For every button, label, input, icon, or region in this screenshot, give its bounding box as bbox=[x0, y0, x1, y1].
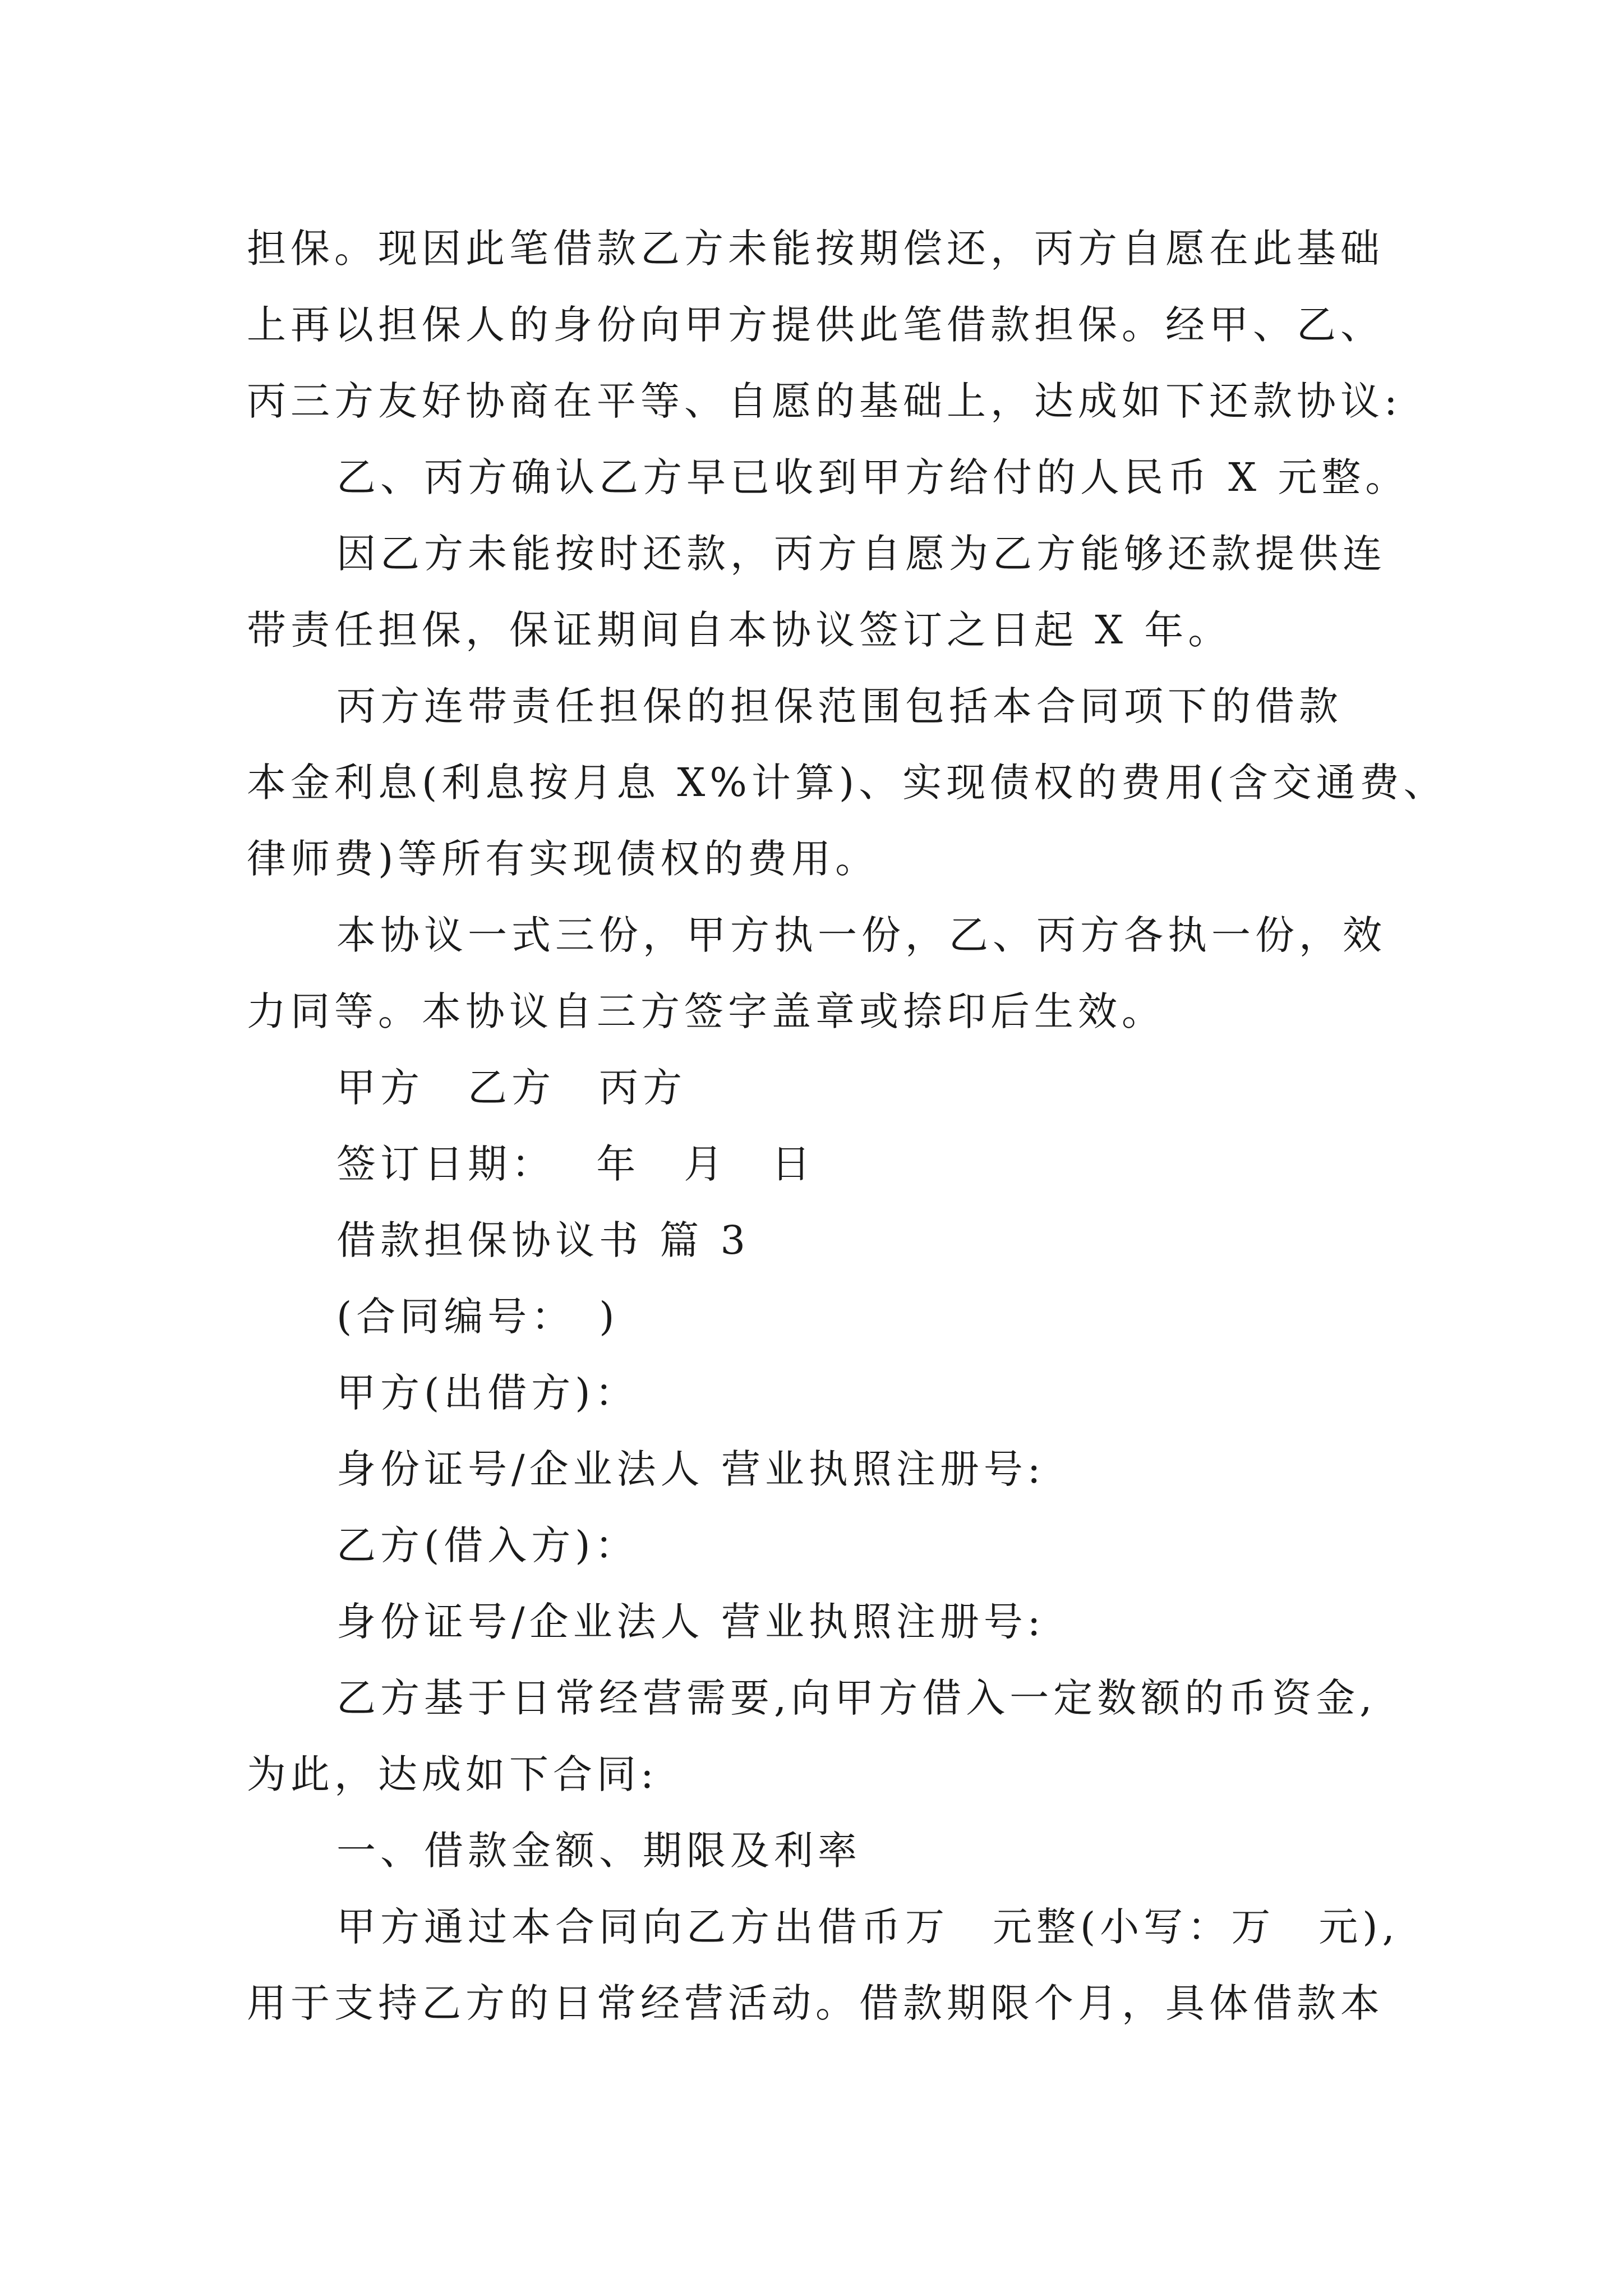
text-line: 上再以担保人的身份向甲方提供此笔借款担保。经甲、乙、 bbox=[247, 302, 1384, 348]
text-line: 借款担保协议书 篇 3 bbox=[336, 1217, 750, 1263]
text-line: 乙方基于日常经营需要,向甲方借入一定数额的币资金, bbox=[336, 1675, 1377, 1721]
text-line: 为此，达成如下合同: bbox=[247, 1751, 658, 1797]
text-line: 甲方 乙方 丙方 bbox=[336, 1065, 686, 1111]
text-line: 身份证号/企业法人 营业执照注册号: bbox=[336, 1446, 1045, 1492]
text-line: 律师费)等所有实现债权的费用。 bbox=[247, 836, 879, 882]
text-line: 一、借款金额、期限及利率 bbox=[336, 1828, 861, 1874]
text-line: 本协议一式三份，甲方执一份，乙、丙方各执一份，效 bbox=[336, 912, 1386, 958]
document-body bbox=[247, 210, 1447, 2041]
text-line: 因乙方未能按时还款，丙方自愿为乙方能够还款提供连 bbox=[336, 531, 1386, 577]
text-line: (合同编号： ) bbox=[336, 1294, 619, 1340]
text-line: 担保。现因此笔借款乙方未能按期偿还，丙方自愿在此基础 bbox=[247, 226, 1384, 272]
text-line: 乙方(借入方)： bbox=[336, 1522, 639, 1568]
text-line: 丙方连带责任担保的担保范围包括本合同项下的借款 bbox=[336, 683, 1343, 729]
text-line: 乙、丙方确认乙方早已收到甲方给付的人民币 X 元整。 bbox=[336, 454, 1409, 500]
text-line: 身份证号/企业法人 营业执照注册号: bbox=[336, 1599, 1045, 1645]
text-line: 力同等。本协议自三方签字盖章或捺印后生效。 bbox=[247, 988, 1165, 1034]
text-line: 用于支持乙方的日常经营活动。借款期限个月，具体借款本 bbox=[247, 1980, 1384, 2026]
text-line: 本金利息(利息按月息 X%计算)、实现债权的费用(含交通费、 bbox=[247, 760, 1447, 806]
text-line: 甲方通过本合同向乙方出借币万 元整(小写：万 元), bbox=[336, 1904, 1399, 1950]
text-line: 签订日期： 年 月 日 bbox=[336, 1141, 815, 1187]
text-line: 甲方(出借方)： bbox=[336, 1370, 639, 1416]
text-line: 丙三方友好协商在平等、自愿的基础上，达成如下还款协议: bbox=[247, 378, 1402, 424]
text-line: 带责任担保，保证期间自本协议签订之日起 X 年。 bbox=[247, 607, 1232, 653]
